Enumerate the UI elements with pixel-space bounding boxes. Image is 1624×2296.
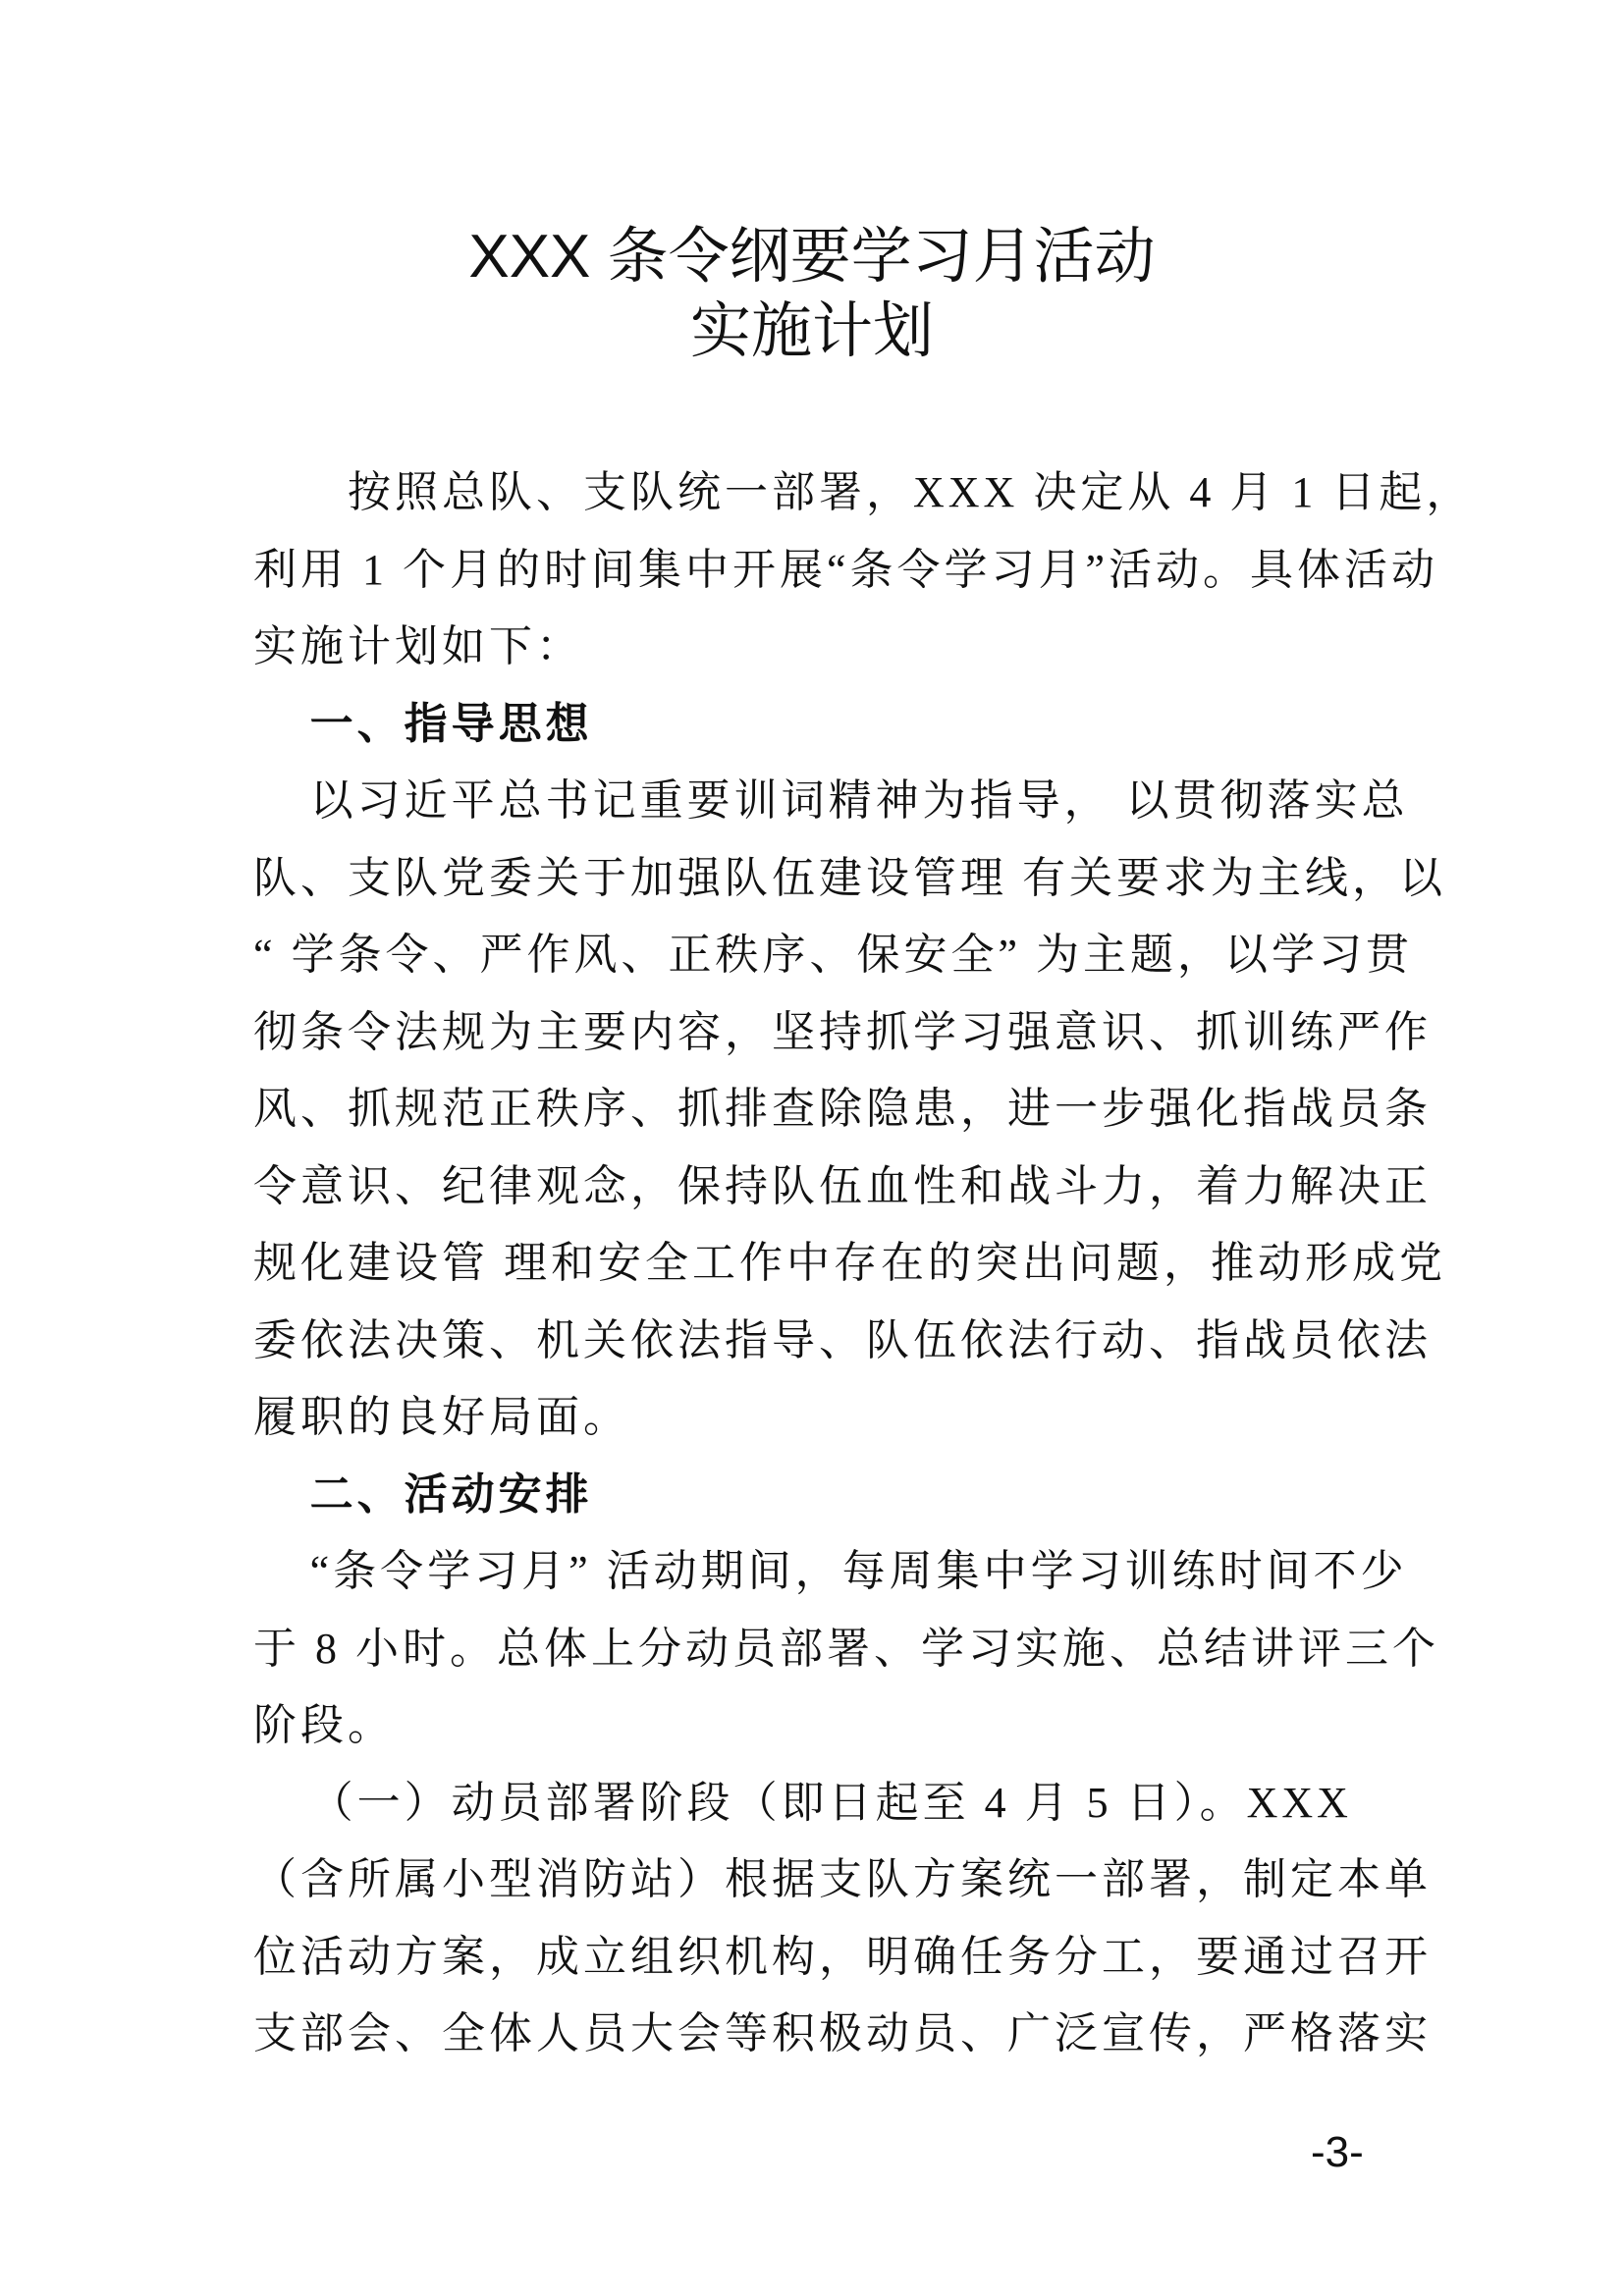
body-text-line: 履职的良好局面。 [253, 1393, 630, 1441]
body-text-line: 实施计划如下： [253, 622, 583, 670]
body-text-line: （含所属小型消防站）根据支队方案统一部署，制定本单 [253, 1855, 1432, 1903]
body-text-line: 委依法决策、机关依法指导、队伍依法行动、指战员依法 [253, 1315, 1432, 1364]
body-text-line: 风、抓规范正秩序、抓排查除隐患，进一步强化指战员条 [253, 1085, 1432, 1133]
body-text-line: 规化建设管 理和安全工作中存在的突出问题，推动形成党 [253, 1239, 1446, 1287]
section-heading: 一、指导思想 [309, 699, 593, 748]
body-text-line: “ 学条令、严作风、正秩序、保安全” 为主题，以学习贯 [253, 931, 1414, 979]
body-text-line: 按照总队、支队统一部署，XXX 决定从 4 月 1 日起， [348, 468, 1474, 516]
body-text-line: 阶段。 [253, 1701, 395, 1749]
body-text-line: 支部会、全体人员大会等积极动员、广泛宣传，严格落实 [253, 2009, 1432, 2057]
body-text-line: 以习近平总书记重要训词精神为指导， 以贯彻落实总 [309, 776, 1409, 825]
document-title-line1: XXX 条令纲要学习月活动 [468, 223, 1156, 291]
body-text-line: 队、支队党委关于加强队伍建设管理 有关要求为主线，以 [253, 853, 1446, 902]
document-title-line2: 实施计划 [689, 297, 934, 365]
body-text-line: “条令学习月” 活动期间，每周集中学习训练时间不少 [309, 1547, 1408, 1595]
body-text-line: （一）动员部署阶段（即日起至 4 月 5 日）。XXX [309, 1778, 1352, 1827]
body-text-line: 于 8 小时。总体上分动员部署、学习实施、总结讲评三个 [253, 1624, 1439, 1673]
body-text-line: 利用 1 个月的时间集中开展“条令学习月”活动。具体活动 [253, 545, 1439, 594]
body-text-line: 彻条令法规为主要内容，坚持抓学习强意识、抓训练严作 [253, 1007, 1432, 1056]
body-text-line: 令意识、纪律观念，保持队伍血性和战斗力，着力解决正 [253, 1161, 1432, 1210]
section-heading: 二、活动安排 [309, 1469, 593, 1519]
page-number: -3- [1311, 2128, 1364, 2176]
body-text-line: 位活动方案，成立组织机构，明确任务分工，要通过召开 [253, 1932, 1432, 1981]
